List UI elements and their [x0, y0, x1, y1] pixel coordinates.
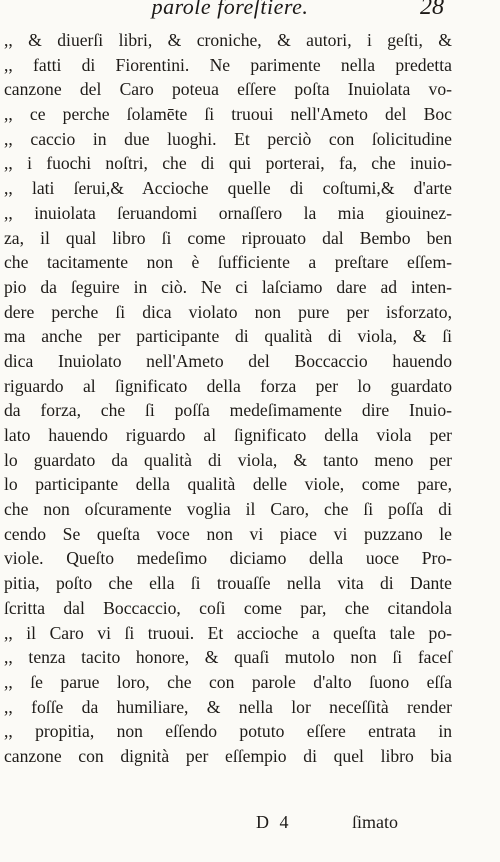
text-line: ,, ſe parue loro, che con parole d'alto ſuono eſſa: [4, 671, 452, 692]
text-line: che non oſcuramente voglia il Caro, che ſi poſſa di: [4, 499, 452, 520]
text-line: ma anche per participante di qualità di viola, & ſi: [4, 326, 452, 347]
text-line: ,, & diuerſi libri, & croniche, & autori, i geſti, &: [4, 30, 452, 50]
text-line: cendo Se queſta voce non vi piace vi puzzano le: [4, 523, 452, 544]
text-line: viole. Queſto medeſimo diciamo della uoce Pro-: [4, 548, 452, 569]
running-head: [0, 0, 500, 28]
text-line: canzone del Caro poteua eſſere poſta Inuiolata vo-: [4, 79, 452, 100]
text-line: ,, propitia, non eſſendo potuto eſſere entrata in: [4, 721, 452, 742]
text-line: ,, fatti di Fiorentini. Ne parimente nella predetta: [4, 54, 452, 75]
catchword: ſimato: [352, 812, 398, 832]
text-line: lato hauendo riguardo al ſignificato della viola per: [4, 425, 452, 445]
text-line: che tacitamente non è ſufficiente a preſtare eſſem-: [4, 252, 452, 273]
text-line: pio da ſeguire in ciò. Ne ci laſciamo dare ad inten-: [4, 276, 452, 297]
text-line: dere perche ſi dica violato non pure per isforzato,: [4, 301, 452, 322]
text-line: canzone con dignità per eſſempio di quel libro bia: [4, 745, 452, 766]
text-line: pitia, poſto che ella ſi trouaſſe nella vita di Dante: [4, 573, 452, 594]
text-block: [4, 28, 452, 769]
text-line: ,, caccio in due luoghi. Et perciò con ſolicitudine: [4, 128, 452, 149]
text-line: ,, i fuochi noſtri, che di qui porterai, fa, che inuio-: [4, 153, 452, 174]
text-line: lo guardato da qualità di viola, & tanto meno per: [4, 449, 452, 470]
text-line: za, il qual libro ſi come riprouato dal Bembo ben: [4, 227, 452, 248]
text-line: ,, foſſe da humiliare, & nella lor neceſſità render: [4, 696, 452, 717]
running-title: parole foreſtiere.: [151, 0, 309, 19]
signature-mark: D 4: [256, 812, 292, 832]
text-line: riguardo al ſignificato della forza per lo guardato: [4, 375, 452, 396]
text-line: dica Inuiolato nell'Ameto del Boccaccio hauendo: [4, 350, 452, 371]
page-foot: [0, 812, 500, 842]
text-line: ,, tenza tacito honore, & quaſi mutolo non ſi faceſ: [4, 647, 452, 668]
text-line: ,, inuiolata ſeruandomi ornaſſero la mia giouinez-: [4, 202, 452, 223]
text-line: ſcritta dal Boccaccio, coſi come par, che citandola: [4, 597, 452, 618]
text-line: ,, lati ſerui,& Accioche quelle di coſtumi,& d'arte: [4, 178, 452, 199]
text-line: ,, il Caro vi ſi truoui. Et accioche a queſta tale po-: [4, 622, 452, 643]
text-line: da forza, che ſi poſſa medeſimamente dire Inuio-: [4, 400, 452, 421]
page-number: 28: [420, 0, 444, 20]
text-line: lo participante della qualità delle viole, come pare,: [4, 474, 452, 495]
text-line: ,, ce perche ſolamēte ſi truoui nell'Ameto del Boc: [4, 104, 452, 125]
